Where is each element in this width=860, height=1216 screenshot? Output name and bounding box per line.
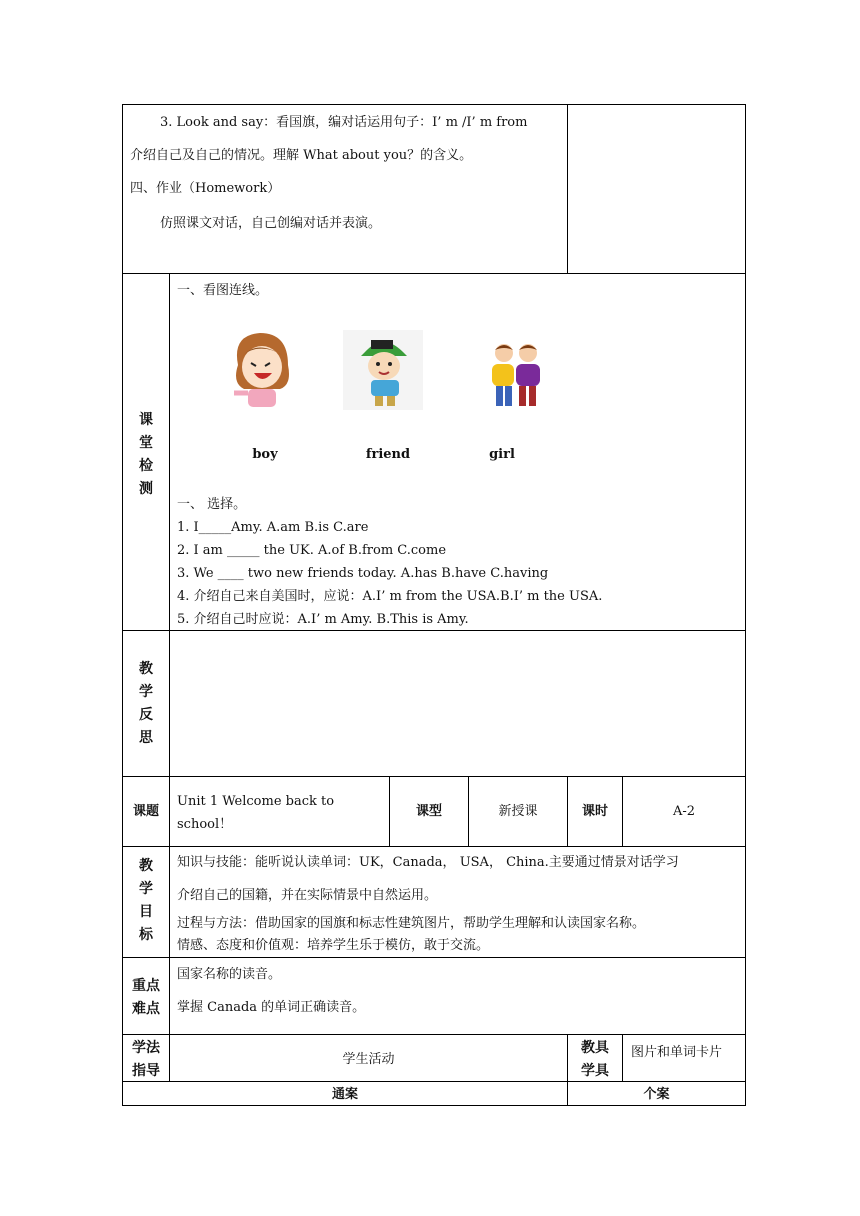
matching-title: 一、看图连线。 [177, 283, 269, 298]
word-boy: boy [252, 447, 278, 462]
table-border-bottom [122, 1105, 745, 1106]
column-divider [622, 1034, 623, 1081]
table-border-top [122, 104, 745, 105]
column-divider [169, 273, 170, 1081]
period-label: 课时 [581, 804, 608, 819]
topic-value-cont: school！ [177, 817, 233, 832]
question-item: 1. I_____Amy. A.am B.is C.are [177, 520, 369, 535]
column-divider [567, 104, 568, 273]
objective-line: 介绍自己的国籍，并在实际情景中自然运用。 [177, 888, 438, 903]
individual-plan-header: 个案 [643, 1087, 670, 1102]
row-divider [122, 957, 745, 958]
two-friends-image [486, 340, 546, 408]
question-item: 5. 介绍自己时应说：A.I’ m Amy. B.This is Amy. [177, 612, 469, 627]
cartoon-girl-image [226, 327, 296, 413]
row-divider [122, 630, 745, 631]
classroom-test-label: 课 堂 检 测 [139, 412, 153, 497]
word-girl: girl [489, 447, 515, 462]
objective-line: 过程与方法：借助国家的国旗和标志性建筑图片，帮助学生理解和认读国家名称。 [177, 916, 646, 931]
period-value: A-2 [672, 804, 696, 819]
study-method-label: 学法 指导 [132, 1040, 160, 1079]
cartoon-boy-cap-image [343, 330, 423, 410]
activity-line: 介绍自己及自己的情况。理解 What about you？的含义。 [130, 148, 473, 163]
lesson-type-label: 课型 [415, 804, 442, 819]
row-divider [122, 1034, 745, 1035]
question-item: 4. 介绍自己来自美国时，应说：A.I’ m from the USA.B.I’ m the USA. [177, 589, 603, 604]
objective-line: 知识与技能：能听说认读单词：UK，Canada， USA， China.主要通过情景对话学习 [177, 855, 679, 870]
key-points-label: 重点 难点 [132, 978, 160, 1017]
teaching-tools-value: 图片和单词卡片 [631, 1045, 723, 1060]
activity-line: 3. Look and say：看国旗，编对话运用句子：I’ m /I’ m from [160, 115, 528, 130]
study-method-value: 学生活动 [342, 1052, 395, 1067]
lesson-type-value: 新授课 [498, 804, 538, 819]
row-divider [122, 776, 745, 777]
homework-text: 仿照课文对话，自己创编对话并表演。 [160, 216, 382, 231]
topic-label: 课题 [132, 804, 159, 819]
choice-title: 一、 选择。 [177, 497, 247, 512]
word-friend: friend [365, 447, 411, 462]
section-heading: 四、作业（Homework） [130, 181, 281, 196]
teaching-tools-label: 教具 学具 [581, 1040, 609, 1079]
row-divider [122, 1081, 745, 1082]
table-border-right [745, 104, 746, 1106]
objective-line: 情感、态度和价值观：培养学生乐于模仿，敢于交流。 [177, 938, 490, 953]
question-item: 3. We ____ two new friends today. A.has B.have C.having [177, 566, 549, 581]
key-point-line: 掌握 Canada 的单词正确读音。 [177, 1000, 366, 1015]
table-border-left [122, 104, 123, 1106]
teaching-objectives-label: 教 学 目 标 [139, 858, 153, 943]
row-divider [122, 846, 745, 847]
common-plan-header: 通案 [331, 1087, 358, 1102]
key-point-line: 国家名称的读音。 [177, 967, 282, 982]
topic-value: Unit 1 Welcome back to [177, 794, 335, 809]
teaching-reflection-label: 教 学 反 思 [139, 661, 153, 746]
row-divider [122, 273, 745, 274]
question-item: 2. I am _____ the UK. A.of B.from C.come [177, 543, 447, 558]
